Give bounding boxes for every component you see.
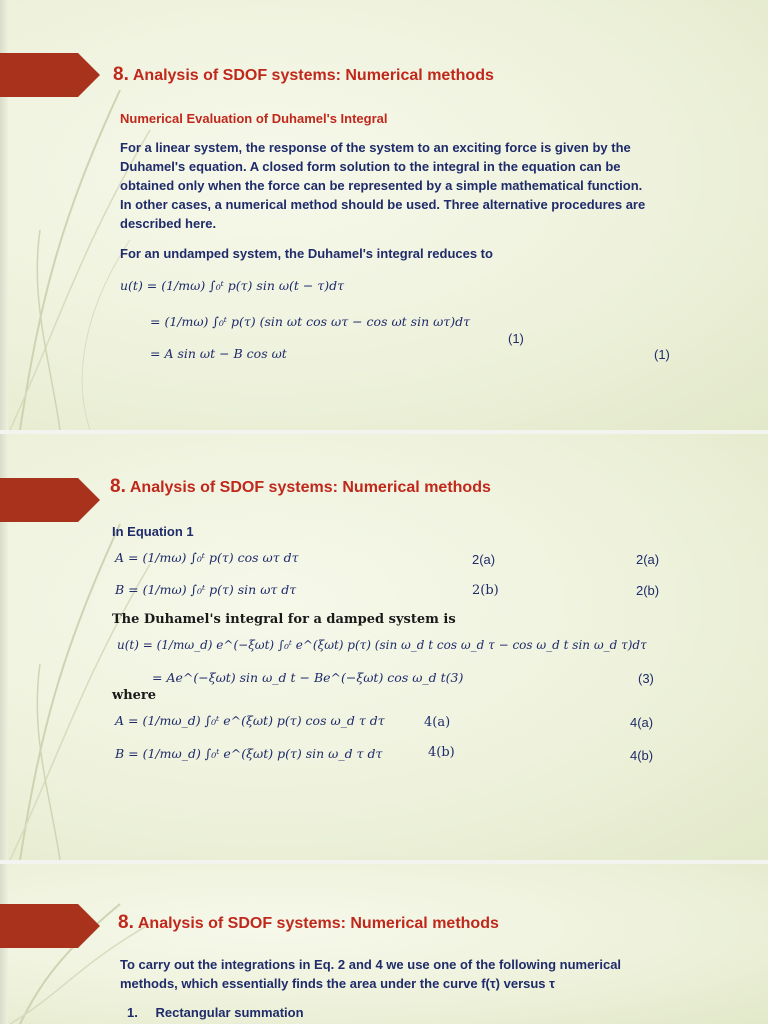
equation-number: 4(a) [630,715,654,730]
equation-number: 2(b) [636,583,660,598]
equation-number: 2(a) [472,552,496,567]
equation-number: 2(a) [636,552,660,567]
equation-u-line2: = (1/mω) ∫₀ᵗ p(τ) (sin ωt cos ωτ − cos ωt sin ωτ)dτ [150,314,470,329]
paragraph-line: obtained only when the force can be represented by a simple mathematical function. [120,178,643,193]
slide-3 [0,864,768,1024]
paragraph-undamped: For an undamped system, the Duhamel's integral reduces to [120,246,493,261]
list-item [127,1003,304,1022]
equation-number: (3) [638,671,654,686]
paragraph-line: To carry out the integrations in Eq. 2 and 4 we use one of the following numerical [120,957,622,972]
paragraph-line: In other cases, a numerical method should be used. Three alternative procedures are [120,197,646,212]
slide-title: 8. Analysis of SDOF systems: Numerical methods [113,64,494,85]
equation-u-line3: = A sin ωt − B cos ωt [150,346,287,361]
equation-number: (1) [654,347,670,362]
equation-number: 4(b) [630,748,654,763]
equation-4a: A = (1/mω_d) ∫₀ᵗ e^(ξωt) p(τ) cos ω_d τ dτ [115,713,385,728]
paragraph-line: For a linear system, the response of the system to an exciting force is given by the [120,140,631,155]
equation-number: 2(b) [472,583,499,598]
paragraph-line: Duhamel's equation. A closed form solution to the integral in the equation can be [120,159,621,174]
paragraph-line: methods, which essentially finds the area under the curve f(τ) versus τ [120,976,555,991]
equation-4b: B = (1/mω_d) ∫₀ᵗ e^(ξωt) p(τ) sin ω_d τ dτ [115,746,383,761]
intro-text: In Equation 1 [112,524,194,539]
equation-number: 4(a) [424,715,451,730]
where-text: where [112,688,157,703]
paragraph-line: described here. [120,216,217,231]
list-number: 1. [127,1005,138,1020]
slide-2 [0,434,768,860]
slide-1 [0,0,768,430]
equation-2b: B = (1/mω) ∫₀ᵗ p(τ) sin ωτ dτ [115,582,297,597]
equation-u-line1: u(t) = (1/mω) ∫₀ᵗ p(τ) sin ω(t − τ)dτ [120,278,345,293]
slide-title: 8. Analysis of SDOF systems: Numerical methods [118,912,499,933]
equation-number: 4(b) [428,745,455,760]
list-item-label: Rectangular summation [155,1005,304,1020]
equation-number: (1) [508,331,524,346]
equation-2a: A = (1/mω) ∫₀ᵗ p(τ) cos ωτ dτ [115,550,299,565]
damped-text: The Duhamel's integral for a damped system is [112,612,456,627]
equation-3-line1: u(t) = (1/mω_d) e^(−ξωt) ∫₀ᵗ e^(ξωt) p(τ) (sin ω_d t cos ω_d τ − cos ω_d t sin ω_d τ)dτ [117,638,647,652]
equation-3-line2: = Ae^(−ξωt) sin ω_d t − Be^(−ξωt) cos ω_d t(3) [152,670,464,685]
section-subtitle: Numerical Evaluation of Duhamel's Integral [120,111,388,126]
slide-title: 8. Analysis of SDOF systems: Numerical methods [110,476,491,497]
